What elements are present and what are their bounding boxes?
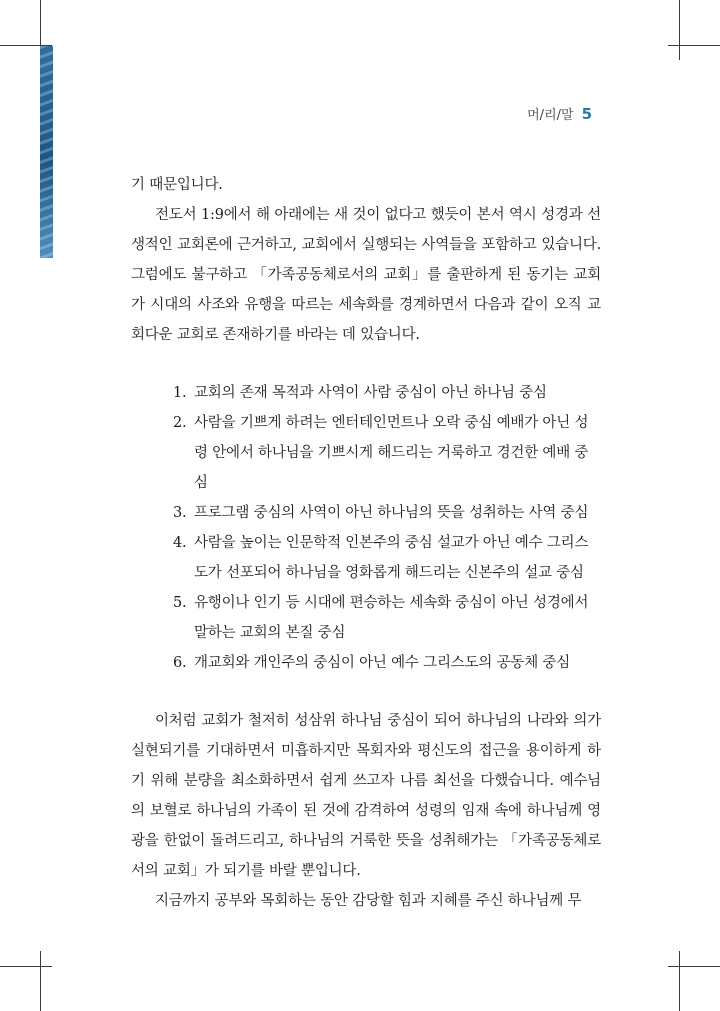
- numbered-list: [131, 378, 601, 678]
- list-item-text: 사람을 높이는 인문학적 인본주의 중심 설교가 아닌 예수 그리스도가 선포되어 하나님을 영화롭게 해드리는 신본주의 설교 중심: [194, 535, 589, 581]
- page-number: 5: [581, 105, 592, 123]
- list-item-text: 유행이나 인기 등 시대에 편승하는 세속화 중심이 아닌 성경에서 말하는 교회의 본질 중심: [194, 595, 589, 641]
- list-item-number: 6.: [173, 655, 187, 671]
- running-header: [527, 104, 592, 123]
- crop-mark-top-right-h: [668, 45, 720, 46]
- list-item-number: 1.: [173, 385, 187, 401]
- crop-mark-top-right-v: [679, 0, 680, 60]
- list-item-number: 5.: [173, 595, 187, 611]
- paragraph-thanks: 지금까지 공부와 목회하는 동안 감당할 힘과 지혜를 주신 하나님께 무: [155, 893, 582, 909]
- list-item-text: 사람을 기쁘게 하려는 엔터테인먼트나 오락 중심 예배가 아닌 성령 안에서 하나님을 기쁘시게 해드리는 거룩하고 경건한 예배 중심: [194, 415, 589, 491]
- list-item-text: 교회의 존재 목적과 사역이 사람 중심이 아닌 하나님 중심: [194, 385, 547, 401]
- crop-mark-bottom-right-v: [679, 951, 680, 1011]
- list-item-number: 2.: [173, 415, 187, 431]
- list-item: [173, 588, 601, 648]
- list-item: [173, 648, 601, 678]
- list-item-number: 4.: [173, 535, 187, 551]
- crop-mark-bottom-left-v: [40, 951, 41, 1011]
- crop-mark-bottom-right-h: [668, 966, 720, 967]
- list-item: [173, 498, 601, 528]
- crop-mark-bottom-left-h: [0, 966, 52, 967]
- list-item: [173, 528, 601, 588]
- page-body: [131, 170, 601, 916]
- list-item: [173, 378, 601, 408]
- decorative-side-stripe: [40, 46, 53, 258]
- list-item-text: 개교회와 개인주의 중심이 아닌 예수 그리스도의 공동체 중심: [194, 655, 571, 671]
- list-item: [173, 408, 601, 498]
- list-item-text: 프로그램 중심의 사역이 아닌 하나님의 뜻을 성취하는 사역 중심: [194, 505, 589, 521]
- paragraph-motivation: 전도서 1:9에서 해 아래에는 새 것이 없다고 했듯이 본서 역시 성경과 선생적인 교회론에 근거하고, 교회에서 실행되는 사역들을 포함하고 있습니다. 그럼에도 불구하고 「가족공동체로서의 교회」를 출판하게 된 동기는 교회가 시대의 사조와 유행을 따르는 세속화를 경계하면서 다음과 같이 오직 교회다운 교회로 존재하기를 바라는 데 있습니다.: [131, 207, 601, 343]
- list-item-number: 3.: [173, 505, 187, 521]
- paragraph-hope: 이처럼 교회가 철저히 성삼위 하나님 중심이 되어 하나님의 나라와 의가 실현되기를 기대하면서 미흡하지만 목회자와 평신도의 접근을 용이하게 하기 위해 분량을 최소화하면서 쉽게 쓰고자 나름 최선을 다했습니다. 예수님의 보혈로 하나님의 가족이 된 것에 감격하여 성령의 임재 속에 하나님께 영광을 한없이 돌려드리고, 하나님의 거룩한 뜻을 성취해가는 「가족공동체로서의 교회」가 되기를 바랄 뿐입니다.: [131, 713, 601, 879]
- header-title: 머/리/말: [527, 108, 574, 123]
- paragraph-continuation: 기 때문입니다.: [131, 177, 223, 193]
